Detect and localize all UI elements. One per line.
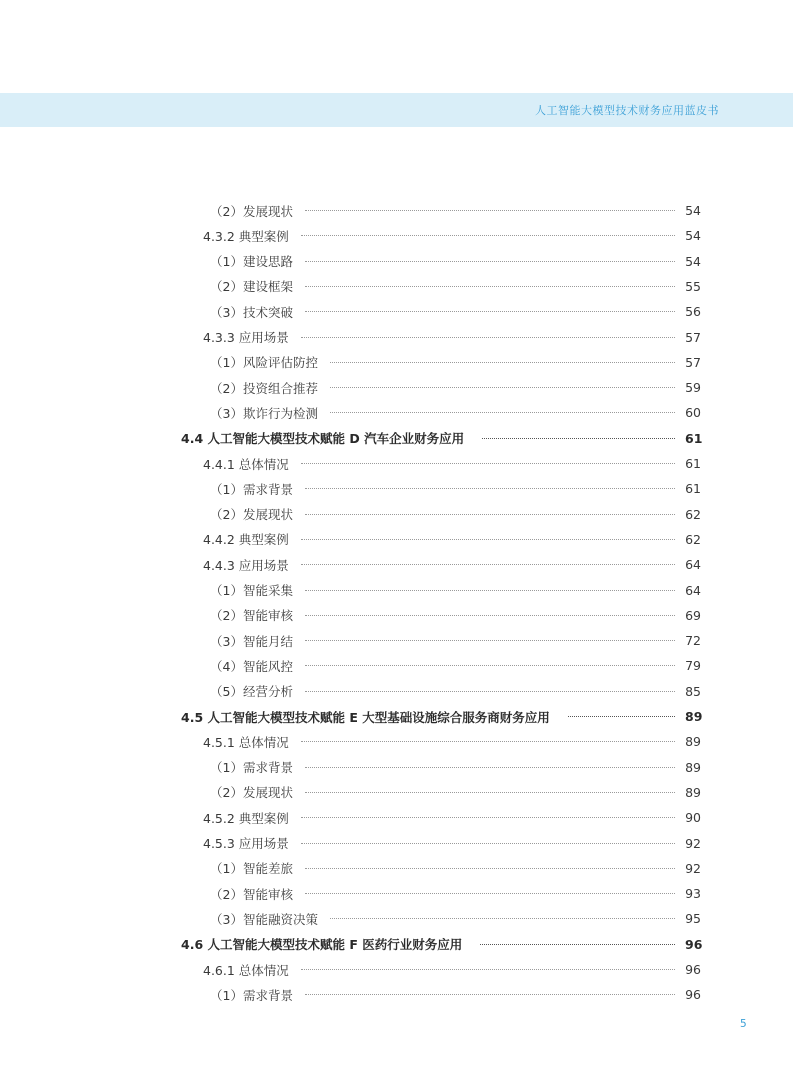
toc-entry-title: （5）经营分析	[210, 684, 293, 700]
toc-entry[interactable]	[210, 299, 701, 324]
toc-leader-dots	[305, 514, 675, 515]
toc-entry-title: （3）欺诈行为检测	[210, 405, 318, 421]
toc-entry[interactable]	[210, 982, 701, 1007]
toc-entry[interactable]	[210, 502, 701, 527]
toc-entry-title: （2）发展现状	[210, 507, 293, 523]
toc-entry-title: 4.5.1 总体情况	[203, 734, 289, 750]
toc-entry-page: 93	[685, 886, 701, 902]
toc-entry[interactable]	[181, 426, 701, 451]
toc-leader-dots	[330, 387, 675, 388]
toc-entry[interactable]	[203, 729, 701, 754]
toc-entry-page: 89	[685, 759, 701, 775]
toc-leader-dots	[301, 564, 675, 565]
toc-entry-title: （1）需求背景	[210, 481, 293, 497]
toc-entry-page: 90	[685, 810, 701, 826]
toc-entry[interactable]	[210, 249, 701, 274]
toc-entry-title: （1）需求背景	[210, 987, 293, 1003]
toc-leader-dots	[305, 665, 675, 666]
toc-entry-title: 4.6.1 总体情况	[203, 962, 289, 978]
toc-entry[interactable]	[210, 274, 701, 299]
toc-entry-title: 4.6 人工智能大模型技术赋能 F 医药行业财务应用	[181, 937, 463, 953]
toc-entry-page: 54	[685, 253, 701, 269]
toc-entry-title: 4.4.3 应用场景	[203, 557, 289, 573]
toc-leader-dots	[301, 817, 675, 818]
toc-leader-dots	[305, 590, 675, 591]
toc-leader-dots	[301, 463, 675, 464]
toc-entry-title: （2）投资组合推荐	[210, 380, 318, 396]
toc-leader-dots	[301, 235, 675, 236]
toc-leader-dots	[305, 640, 675, 641]
toc-entry-title: （3）智能月结	[210, 633, 293, 649]
toc-entry[interactable]	[203, 957, 701, 982]
toc-leader-dots	[305, 488, 675, 489]
toc-entry-title: （1）需求背景	[210, 760, 293, 776]
toc-entry-page: 54	[685, 228, 701, 244]
toc-entry-title: （2）发展现状	[210, 785, 293, 801]
toc-entry-page: 95	[685, 911, 701, 927]
toc-entry-page: 54	[685, 203, 701, 218]
toc-entry-page: 56	[685, 304, 701, 320]
toc-entry-title: 4.5.2 典型案例	[203, 810, 289, 826]
toc-leader-dots	[301, 337, 675, 338]
toc-entry-title: （4）智能风控	[210, 658, 293, 674]
toc-entry[interactable]	[203, 527, 701, 552]
toc-entry[interactable]	[203, 805, 701, 830]
toc-entry-page: 57	[685, 329, 701, 345]
toc-entry-title: 4.4 人工智能大模型技术赋能 D 汽车企业财务应用	[181, 431, 465, 447]
toc-entry-page: 96	[685, 936, 703, 952]
toc-entry-page: 62	[685, 531, 701, 547]
toc-entry-title: （1）智能采集	[210, 583, 293, 598]
toc-entry-page: 72	[685, 633, 701, 649]
toc-entry[interactable]	[181, 932, 701, 957]
toc-leader-dots	[482, 438, 675, 439]
toc-entry[interactable]	[210, 198, 701, 223]
toc-leader-dots	[301, 843, 675, 844]
toc-entry[interactable]	[210, 881, 701, 906]
toc-leader-dots	[330, 412, 675, 413]
toc-entry-page: 64	[685, 582, 701, 598]
toc-leader-dots	[305, 286, 675, 287]
toc-leader-dots	[330, 362, 675, 363]
toc-entry-page: 64	[685, 557, 701, 573]
toc-leader-dots	[301, 969, 675, 970]
toc-entry-title: 4.3.3 应用场景	[203, 330, 289, 345]
toc-leader-dots	[301, 539, 675, 540]
page-number: 5	[740, 1018, 747, 1030]
toc-entry-title: 4.5.3 应用场景	[203, 836, 289, 851]
toc-leader-dots	[330, 918, 675, 919]
toc-entry-title: （1）智能差旅	[210, 861, 293, 877]
toc-entry-title: （3）技术突破	[210, 304, 293, 320]
toc-entry-title: （1）风险评估防控	[210, 355, 318, 371]
toc-entry-page: 89	[685, 709, 703, 724]
toc-entry-title: 4.4.1 总体情况	[203, 456, 289, 472]
toc-entry-page: 59	[685, 380, 701, 396]
toc-entry-page: 89	[685, 784, 701, 800]
toc-entry[interactable]	[210, 375, 701, 400]
toc-entry-page: 79	[685, 658, 701, 674]
toc-entry[interactable]	[210, 679, 701, 704]
toc-entry-title: （2）智能审核	[210, 608, 293, 624]
toc-entry[interactable]	[210, 780, 701, 805]
toc-entry[interactable]	[210, 653, 701, 678]
toc-leader-dots	[305, 767, 675, 768]
toc-leader-dots	[568, 716, 675, 717]
toc-entry-page: 96	[685, 962, 701, 977]
toc-entry[interactable]	[210, 628, 701, 653]
toc-entry[interactable]	[210, 856, 701, 881]
toc-entry[interactable]	[203, 325, 701, 350]
toc-entry[interactable]	[210, 578, 701, 603]
toc-entry-title: （2）智能审核	[210, 886, 293, 902]
toc-leader-dots	[305, 868, 675, 869]
toc-entry-title: （2）建设框架	[210, 279, 293, 295]
toc-leader-dots	[305, 210, 675, 211]
toc-entry[interactable]	[210, 400, 701, 425]
toc-entry-page: 92	[685, 860, 701, 876]
toc-entry[interactable]	[210, 476, 701, 501]
toc-entry[interactable]	[181, 704, 701, 729]
toc-entry-page: 85	[685, 683, 701, 699]
toc-entry[interactable]	[203, 223, 701, 248]
toc-entry-page: 61	[685, 481, 701, 497]
toc-leader-dots	[305, 792, 675, 793]
toc-entry-title: 4.3.2 典型案例	[203, 228, 289, 244]
toc-entry-page: 62	[685, 506, 701, 522]
toc-leader-dots	[305, 893, 675, 894]
toc-entry[interactable]	[210, 603, 701, 628]
toc-entry-page: 61	[685, 430, 703, 446]
toc-leader-dots	[305, 615, 675, 616]
toc-entry[interactable]	[210, 755, 701, 780]
toc-entry[interactable]	[203, 552, 701, 577]
toc-entry-page: 57	[685, 354, 701, 370]
toc-entry-page: 55	[685, 278, 701, 294]
toc-entry-page: 60	[685, 405, 701, 421]
toc-entry-title: （2）发展现状	[210, 203, 293, 219]
toc-entry[interactable]	[203, 831, 701, 856]
toc-entry-page: 69	[685, 607, 701, 623]
running-header-title: 人工智能大模型技术财务应用蓝皮书	[535, 104, 719, 117]
toc-entry-page: 61	[685, 456, 701, 471]
toc-leader-dots	[305, 994, 675, 995]
toc-entry-page: 92	[685, 835, 701, 851]
toc-entry-title: 4.5 人工智能大模型技术赋能 E 大型基础设施综合服务商财务应用	[181, 709, 550, 725]
toc-leader-dots	[305, 311, 675, 312]
toc-entry-title: 4.4.2 典型案例	[203, 532, 289, 548]
toc-entry[interactable]	[203, 451, 701, 476]
toc-entry-title: （3）智能融资决策	[210, 911, 318, 927]
toc-entry[interactable]	[210, 350, 701, 375]
toc-entry[interactable]	[210, 906, 701, 931]
toc-leader-dots	[480, 944, 675, 945]
toc-entry-page: 89	[685, 734, 701, 750]
toc-entry-title: （1）建设思路	[210, 254, 293, 270]
toc-leader-dots	[305, 261, 675, 262]
header-band	[0, 93, 793, 127]
toc-leader-dots	[301, 741, 675, 742]
toc-leader-dots	[305, 691, 675, 692]
toc-entry-page: 96	[685, 987, 701, 1003]
